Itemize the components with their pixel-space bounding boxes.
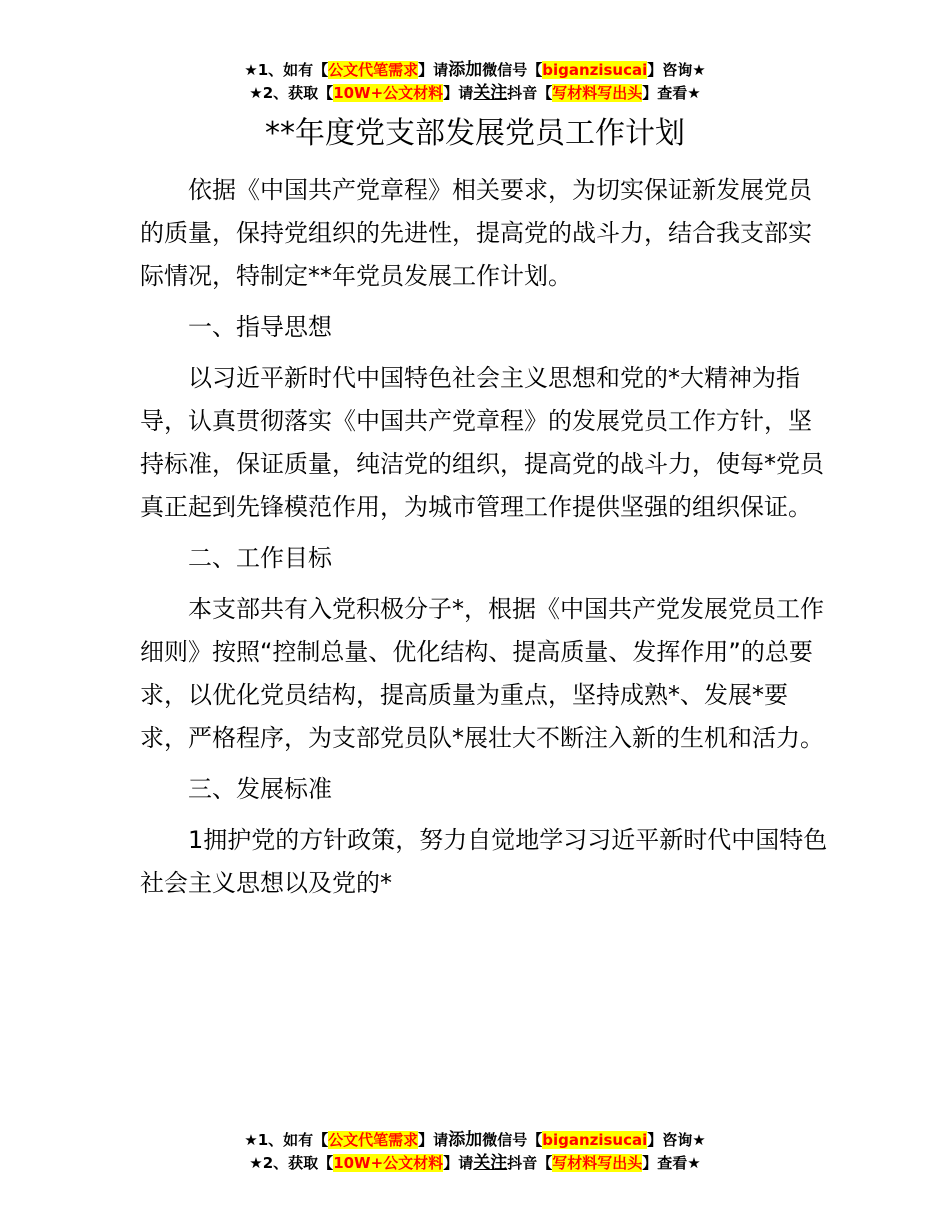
banner-line-2: [0, 1152, 950, 1175]
banner-highlight-service: 公文代笔需求: [328, 1131, 419, 1149]
banner-text: ★2、获取【: [249, 1154, 334, 1172]
footer-banner: [0, 1129, 950, 1175]
banner-highlight-wechat: biganzisucai: [542, 1131, 648, 1149]
banner-highlight-service: 公文代笔需求: [328, 61, 419, 79]
section-heading-guiding-ideology: 一、指导思想: [188, 313, 332, 341]
banner-line-1: [0, 1129, 950, 1152]
banner-highlight-douyin: 写材料写出头: [552, 84, 643, 102]
header-banner: [0, 59, 950, 105]
banner-line-1: [0, 59, 950, 82]
section-heading-standards: 三、发展标准: [188, 775, 332, 803]
banner-text: 】咨询★: [647, 61, 706, 79]
document-body: [140, 169, 830, 913]
banner-highlight-materials: 10W+公文材料: [333, 84, 444, 102]
banner-text: 】查看★: [642, 84, 701, 102]
banner-text: 】查看★: [642, 1154, 701, 1172]
banner-highlight-douyin: 写材料写出头: [552, 1154, 643, 1172]
banner-text: 】请: [418, 1131, 449, 1149]
banner-text: 抖音【: [507, 1154, 553, 1172]
banner-emphasis: 关注: [473, 83, 508, 103]
banner-text: 】请: [443, 84, 474, 102]
banner-text: 抖音【: [507, 84, 553, 102]
banner-highlight-materials: 10W+公文材料: [333, 1154, 444, 1172]
section-heading-work-goals: 二、工作目标: [188, 544, 332, 572]
banner-text: 微信号【: [482, 1131, 543, 1149]
banner-emphasis: 添加: [448, 1130, 483, 1150]
banner-emphasis: 关注: [473, 1153, 508, 1173]
standards-paragraph: 1拥护党的方针政策，努力自觉地学习习近平新时代中国特色社会主义思想以及党的*: [140, 826, 828, 897]
work-goals-paragraph: 本支部共有入党积极分子*，根据《中国共产党发展党员工作细则》按照“控制总量、优化结构、提高质量、发挥作用”的总要求，以优化党员结构，提高质量为重点，坚持成熟*、发展*要求，严格程序，为支部党员队*展壮大不断注入新的生机和活力。: [140, 595, 824, 752]
banner-text: ★1、如有【: [244, 61, 329, 79]
banner-text: 】请: [443, 1154, 474, 1172]
banner-emphasis: 添加: [448, 60, 483, 80]
intro-paragraph: 依据《中国共产党章程》相关要求，为切实保证新发展党员的质量，保持党组织的先进性，提高党的战斗力，结合我支部实际情况，特制定**年党员发展工作计划。: [140, 176, 812, 290]
banner-highlight-wechat: biganzisucai: [542, 61, 648, 79]
banner-line-2: [0, 82, 950, 105]
banner-text: ★2、获取【: [249, 84, 334, 102]
banner-text: 】咨询★: [647, 1131, 706, 1149]
guiding-ideology-paragraph: 以习近平新时代中国特色社会主义思想和党的*大精神为指导，认真贯彻落实《中国共产党章程》的发展党员工作方针，坚持标准，保证质量，纯洁党的组织，提高党的战斗力，使每*党员真正起到先锋模范作用，为城市管理工作提供坚强的组织保证。: [140, 364, 824, 521]
document-title: **年度党支部发展党员工作计划: [265, 116, 685, 151]
banner-text: 微信号【: [482, 61, 543, 79]
banner-text: 】请: [418, 61, 449, 79]
banner-text: ★1、如有【: [244, 1131, 329, 1149]
